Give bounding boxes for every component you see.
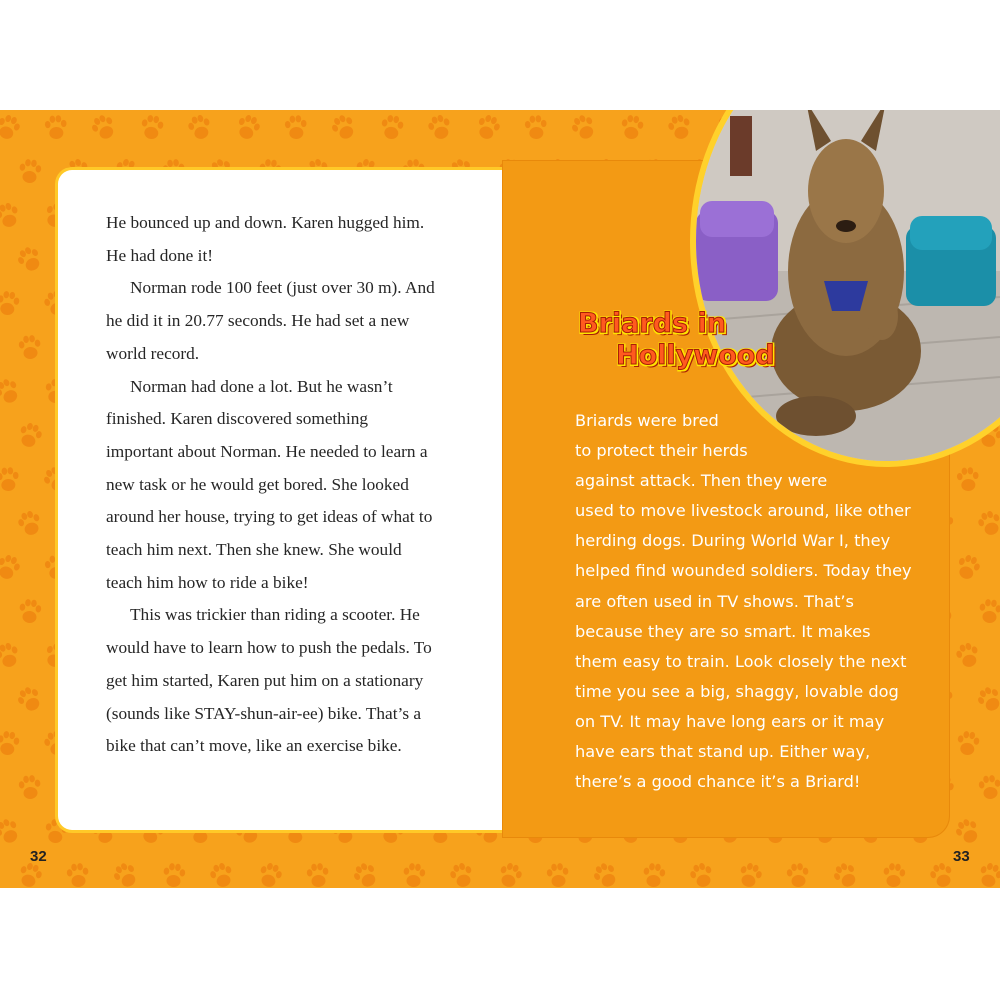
sidebar-line: time you see a big, shaggy, lovable dog (575, 681, 899, 701)
paw-print-icon (186, 113, 213, 142)
paw-print-icon (666, 113, 693, 142)
paw-print-icon (0, 816, 23, 847)
paw-print-icon (162, 862, 186, 888)
sidebar-line: because they are so smart. It makes (575, 621, 871, 641)
paw-print-icon (953, 816, 983, 847)
paw-print-icon (350, 860, 381, 888)
paw-print-icon (14, 684, 45, 715)
paw-print-icon (66, 862, 90, 888)
paw-print-icon (928, 861, 956, 888)
paw-print-icon (0, 641, 21, 670)
paw-print-icon (18, 158, 42, 184)
paw-print-icon (642, 862, 666, 888)
paw-print-icon (234, 112, 262, 142)
sidebar-line: Briards were bred (575, 411, 719, 430)
paw-print-icon (830, 860, 861, 888)
paw-print-icon (402, 862, 426, 888)
paw-print-icon (110, 860, 141, 888)
paw-print-icon (954, 552, 982, 582)
paw-print-icon (18, 598, 42, 624)
paw-print-icon (0, 376, 23, 407)
sidebar-line: helped find wounded soldiers. Today they (575, 561, 912, 581)
paw-print-icon (306, 862, 330, 888)
paw-print-icon (16, 509, 44, 538)
sidebar-line: are often used in TV shows. That’s (575, 591, 854, 611)
paw-print-icon (956, 730, 981, 756)
paw-print-icon (89, 112, 119, 143)
paw-print-icon (14, 244, 45, 275)
paw-print-icon (18, 334, 42, 360)
paw-print-icon (448, 861, 476, 888)
paragraph-1: He bounced up and down. Karen hugged him. He had done it! (106, 213, 425, 265)
page-number-left: 32 (30, 848, 47, 865)
paw-print-icon (546, 862, 570, 888)
book-spread (0, 110, 1000, 888)
paw-print-icon (16, 421, 44, 450)
paw-print-icon (524, 115, 547, 140)
paw-print-icon (0, 552, 22, 582)
paw-print-icon (0, 467, 20, 492)
paw-print-icon (284, 115, 307, 140)
sidebar-line: them easy to train. Look closely the next (575, 651, 907, 671)
sidebar-line: there’s a good chance it’s a Briard! (575, 772, 861, 792)
paw-print-icon (882, 862, 906, 888)
paw-print-icon (978, 598, 1000, 624)
paw-print-icon (44, 115, 67, 140)
paw-print-icon (0, 730, 20, 756)
sidebar-line: on TV. It may have long ears or it may (575, 711, 885, 731)
paragraph-4: This was trickier than riding a scooter. He would have to learn how to push the pedals. To get him started, Karen put him on a stationary (sounds like STAY-shun-air-ee) bike. That’s a bike that can’t move, like an exercise bike. (106, 605, 432, 756)
paragraph-2: Norman rode 100 feet (just over 30 m). And he did it in 20.77 seconds. He had set a new world record. (106, 278, 435, 363)
paw-print-icon (426, 113, 453, 142)
paw-print-icon (620, 114, 645, 140)
paw-print-icon (140, 114, 165, 140)
paw-print-icon (496, 861, 524, 888)
paw-print-icon (976, 861, 1000, 888)
paw-print-icon (380, 114, 405, 140)
paw-print-icon (256, 861, 284, 888)
sidebar-line: against attack. Then they were (575, 471, 828, 491)
sidebar-line: to protect their herds (575, 441, 748, 461)
paw-print-icon (976, 509, 1000, 538)
paw-print-icon (0, 290, 20, 316)
paw-print-icon (688, 861, 716, 888)
paw-print-icon (590, 860, 621, 888)
paw-print-icon (956, 467, 979, 492)
sidebar-title-line2: Hollywood (616, 340, 775, 371)
paw-print-icon (954, 641, 981, 670)
paw-print-icon (978, 774, 1000, 800)
paw-print-icon (18, 774, 42, 800)
story-body (106, 207, 436, 763)
paw-print-icon (974, 684, 1000, 715)
sidebar-line: used to move livestock around, like other (575, 501, 911, 521)
paw-print-icon (329, 112, 359, 143)
paw-print-icon (0, 112, 22, 142)
page-number-right: 33 (953, 848, 970, 865)
paw-print-icon (786, 862, 810, 888)
paw-print-icon (569, 112, 599, 143)
sidebar-title (578, 308, 775, 372)
paw-print-icon (0, 201, 21, 230)
paragraph-3: Norman had done a lot. But he wasn’t finished. Karen discovered something important about Norman. He needed to learn a new task or he would get bored. She looked around her house, trying to get ideas of what to teach him next. Then she knew. She would teach him how to ride a bike! (106, 376, 433, 592)
paw-print-icon (474, 112, 502, 142)
paw-print-icon (736, 861, 764, 888)
sidebar-title-line1: Briards in (578, 308, 726, 339)
sidebar-body (575, 406, 915, 797)
sidebar-line: have ears that stand up. Either way, (575, 742, 871, 762)
sidebar-line: herding dogs. During World War I, they (575, 531, 891, 551)
paw-print-icon (208, 861, 236, 888)
